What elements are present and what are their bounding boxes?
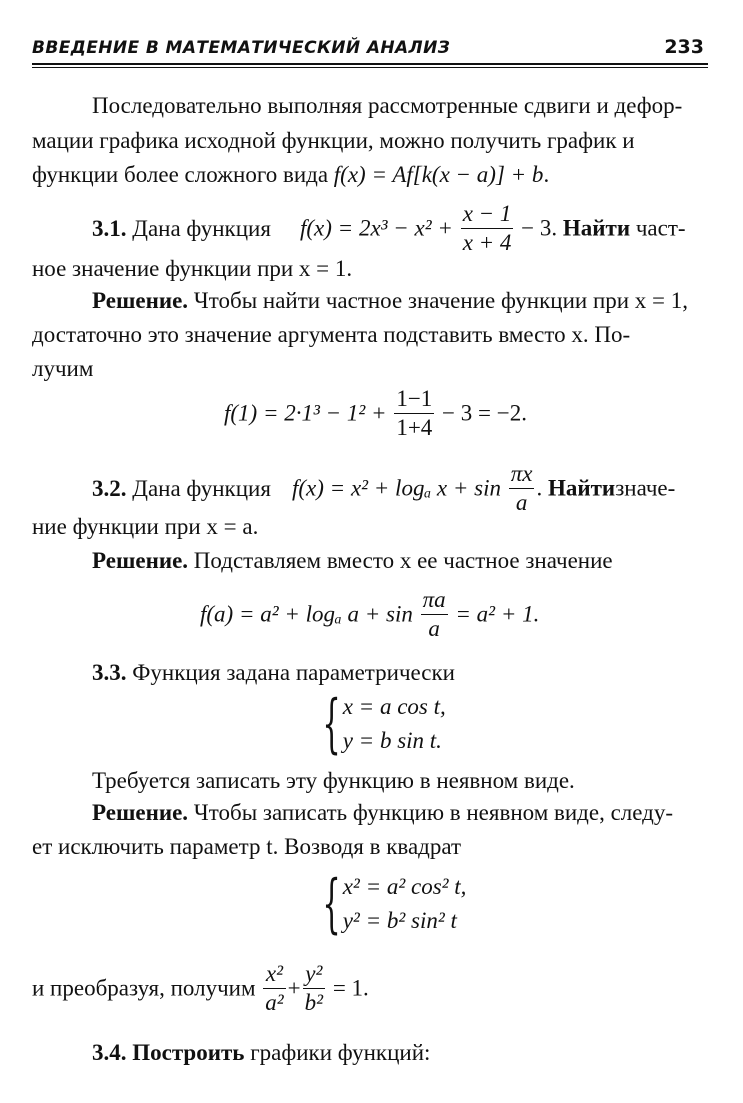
system-1: { x = a cos t, y = b sin t. (322, 687, 446, 761)
fraction-result-3-2: $\frac{\pi a}{a}$ (422, 587, 446, 641)
final-3-3: и преобразуя, получим $\frac{\text{x²}}{\text{a²}}$ + $\frac{\text{y²}}{\text{b²}}$ = 1. (32, 961, 369, 1015)
problem-3-4-label: 3.4. (92, 1040, 127, 1065)
result-3-1: f(1) = 2·1³ − 1² + $\frac{1-1}{1+4}$ − 3 = −2. (224, 386, 527, 440)
result-3-2: f(a) = a² + logₐ a + sin $\frac{\pi a}{a}$ = a² + 1. (200, 587, 540, 641)
formula-3-1-left: f(x) = 2x³ − x² + (300, 215, 453, 241)
problem-3-2-line-1: 3.2. Дана функция f(x) = x² + logₐ x + sin $\frac{\pi x}{a}$ . Найтизначе- (92, 461, 676, 515)
solution-3-1-line-3: лучим (32, 356, 94, 381)
running-header (32, 34, 708, 68)
solution-3-3-line-1: Решение. Чтобы записать функцию в неявном виде, следу- (92, 800, 674, 825)
intro-formula: f(x) = Af[k(x − a)] + b (333, 162, 544, 187)
intro-line-1: Последовательно выполняя рассмотренные сдвиги и дефор- (92, 93, 683, 118)
header-rule-thick (32, 63, 708, 65)
header-rule-thin (32, 67, 708, 68)
fraction-y2-b2: $\frac{\text{y²}}{\text{b²}}$ (304, 961, 324, 1015)
fraction-3-1: $\frac{x - 1}{x + 4}$ (462, 201, 512, 255)
problem-3-4: 3.4. Построить графики функций: (92, 1040, 431, 1065)
left-brace: { (322, 867, 341, 941)
solution-label: Решение. (92, 288, 189, 313)
problem-3-3-label: 3.3. (92, 660, 127, 685)
left-brace: { (322, 687, 341, 761)
fraction-result-3-1: $\frac{1-1}{1+4}$ (396, 386, 433, 440)
intro-line-2: мации графика исходной функции, можно получить график и (32, 128, 635, 153)
fraction-x2-a2: $\frac{\text{x²}}{\text{a²}}$ (265, 961, 284, 1015)
problem-3-2-line-2: ние функции при x = a. (32, 514, 259, 539)
page-number: 233 (664, 36, 704, 58)
formula-3-2-left: f(x) = x² + logₐ x + sin (292, 475, 501, 501)
chapter-title: ВВЕДЕНИЕ В МАТЕМАТИЧЕСКИЙ АНАЛИЗ (32, 38, 451, 58)
problem-3-1-line-2: ное значение функции при x = 1. (32, 256, 353, 281)
problem-3-2-label: 3.2. (92, 476, 127, 501)
fraction-3-2: $\frac{\pi x}{a}$ (510, 461, 533, 515)
problem-3-1-label: 3.1. (92, 216, 127, 241)
solution-3-3-line-2: ет исключить параметр t. Возводя в квадрат (32, 834, 462, 859)
solution-3-1-line-1: Решение. Чтобы найти частное значение функции при x = 1, (92, 288, 689, 313)
solution-3-1-line-2: достаточно это значение аргумента подставить вместо x. По- (32, 322, 631, 347)
problem-3-3-line-1: 3.3. Функция задана параметрически (92, 660, 455, 685)
intro-line-3: функции более сложного вида f(x) = Af[k(x − a)] + b. (32, 162, 550, 187)
problem-3-3-task: Требуется записать эту функцию в неявном виде. (92, 768, 575, 793)
solution-3-2: Решение. Подставляем вместо x ее частное значение (92, 548, 613, 573)
problem-3-1-line-1: 3.1. Дана функция f(x) = 2x³ − x² + $\frac{x - 1}{x + 4}$ − 3. Найти част- (92, 201, 686, 255)
system-2: { x² = a² cos² t, y² = b² sin² t (322, 867, 467, 941)
